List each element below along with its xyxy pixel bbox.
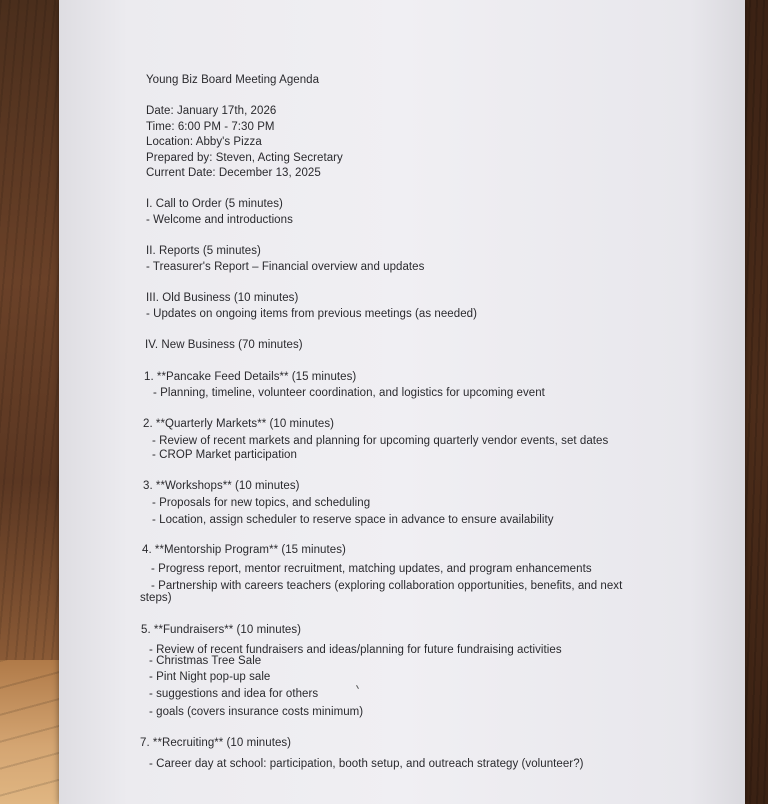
list-item: - Review of recent fundraisers and ideas/planning for future fundraising activities xyxy=(149,644,562,656)
agenda-paper xyxy=(59,0,745,804)
meeting-date: Date: January 17th, 2026 xyxy=(146,105,277,117)
list-item: - Pint Night pop-up sale xyxy=(149,671,271,683)
item-heading-recruiting: 7. **Recruiting** (10 minutes) xyxy=(140,737,292,749)
section-heading-reports: II. Reports (5 minutes) xyxy=(146,245,261,257)
meeting-location: Location: Abby's Pizza xyxy=(146,136,262,148)
wood-table-right xyxy=(742,0,768,804)
list-item: - suggestions and idea for others xyxy=(149,688,319,700)
item-heading-quarterly-markets: 2. **Quarterly Markets** (10 minutes) xyxy=(143,418,335,430)
list-item: - Review of recent markets and planning for upcoming quarterly vendor events, set dates xyxy=(152,435,609,447)
list-item: - Location, assign scheduler to reserve space in advance to ensure availability xyxy=(152,514,554,526)
list-item: - Updates on ongoing items from previous meetings (as needed) xyxy=(146,308,477,320)
list-item: - Planning, timeline, volunteer coordination, and logistics for upcoming event xyxy=(153,387,545,399)
meeting-time: Time: 6:00 PM - 7:30 PM xyxy=(146,121,275,133)
agenda-title: Young Biz Board Meeting Agenda xyxy=(146,74,320,86)
list-item: - Christmas Tree Sale xyxy=(149,655,262,667)
list-item: - Progress report, mentor recruitment, matching updates, and program enhancements xyxy=(151,563,592,575)
list-item: - Proposals for new topics, and scheduling xyxy=(152,497,371,509)
list-item: - Treasurer's Report – Financial overview and updates xyxy=(146,261,425,273)
pen-mark xyxy=(356,685,359,689)
list-item: - CROP Market participation xyxy=(152,449,297,461)
prepared-by: Prepared by: Steven, Acting Secretary xyxy=(146,152,343,164)
item-heading-fundraisers: 5. **Fundraisers** (10 minutes) xyxy=(141,624,302,636)
item-heading-pancake-feed: 1. **Pancake Feed Details** (15 minutes) xyxy=(144,371,357,383)
section-heading-old-business: III. Old Business (10 minutes) xyxy=(146,292,299,304)
list-item: - Welcome and introductions xyxy=(146,214,293,226)
list-item: - goals (covers insurance costs minimum) xyxy=(149,706,364,718)
wood-floor-corner xyxy=(0,660,62,804)
list-item-continuation: steps) xyxy=(140,592,172,604)
section-heading-call-to-order: I. Call to Order (5 minutes) xyxy=(146,198,283,210)
current-date: Current Date: December 13, 2025 xyxy=(146,167,321,179)
section-heading-new-business: IV. New Business (70 minutes) xyxy=(145,339,303,351)
item-heading-workshops: 3. **Workshops** (10 minutes) xyxy=(143,480,300,492)
list-item: - Career day at school: participation, booth setup, and outreach strategy (volunteer?) xyxy=(149,758,584,770)
item-heading-mentorship-program: 4. **Mentorship Program** (15 minutes) xyxy=(142,544,346,556)
list-item: - Partnership with careers teachers (exploring collaboration opportunities, benefits, and next xyxy=(151,580,623,592)
